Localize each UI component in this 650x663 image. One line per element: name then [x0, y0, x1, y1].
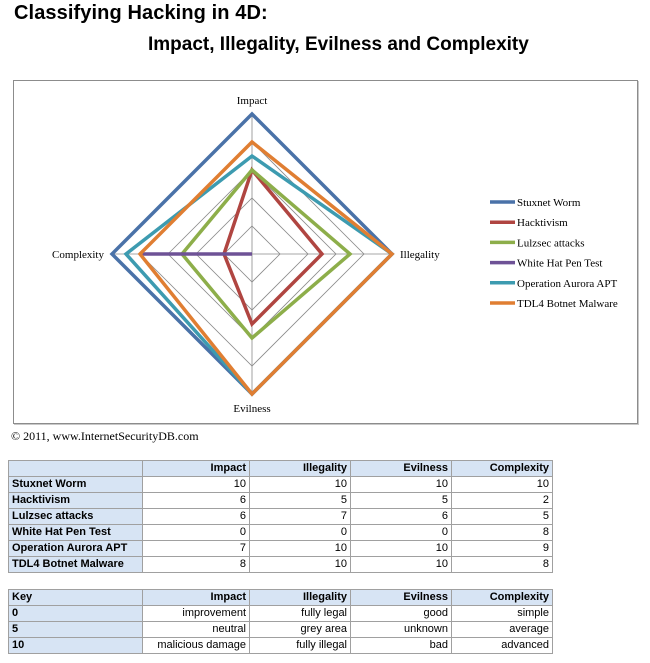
- key-table-header-illegality: Illegality: [250, 590, 351, 606]
- scores-table-cell: 10: [250, 477, 351, 493]
- key-table-header-impact: Impact: [143, 590, 250, 606]
- scores-table-cell: 8: [452, 525, 553, 541]
- scores-table-cell: 8: [452, 557, 553, 573]
- scores-table-row-label: Hacktivism: [9, 493, 143, 509]
- scores-table-header-complexity: Complexity: [452, 461, 553, 477]
- scores-table-cell: 2: [452, 493, 553, 509]
- scores-table-cell: 10: [351, 557, 452, 573]
- scores-table-row: [9, 525, 553, 541]
- scores-table-row-label: TDL4 Botnet Malware: [9, 557, 143, 573]
- scores-table-header-evilness: Evilness: [351, 461, 452, 477]
- key-table-cell: unknown: [351, 622, 452, 638]
- key-table-cell: grey area: [250, 622, 351, 638]
- axis-label-impact: Impact: [236, 95, 268, 107]
- chart-legend: [490, 197, 618, 310]
- key-table-header-evilness: Evilness: [351, 590, 452, 606]
- scores-table-cell: 10: [351, 477, 452, 493]
- scores-table-cell: 10: [250, 541, 351, 557]
- scores-table-header-corner: [9, 461, 143, 477]
- scores-table-cell: 5: [250, 493, 351, 509]
- legend-label-lulzsec-attacks: Lulzsec attacks: [517, 237, 585, 250]
- scores-table-row: [9, 509, 553, 525]
- key-table-cell: simple: [452, 606, 553, 622]
- scores-table-cell: 7: [250, 509, 351, 525]
- scores-table-cell: 6: [351, 509, 452, 525]
- scores-table-cell: 0: [351, 525, 452, 541]
- key-table-row: [9, 622, 553, 638]
- scores-table-row: [9, 493, 553, 509]
- scores-table: [8, 460, 553, 573]
- scores-table-cell: 8: [143, 557, 250, 573]
- key-table-header-corner: Key: [9, 590, 143, 606]
- legend-label-stuxnet-worm: Stuxnet Worm: [517, 197, 581, 209]
- key-table: [8, 589, 553, 654]
- scores-table-cell: 7: [143, 541, 250, 557]
- key-table-cell: good: [351, 606, 452, 622]
- legend-label-tdl4-botnet-malware: TDL4 Botnet Malware: [517, 298, 618, 310]
- key-table-cell: advanced: [452, 638, 553, 654]
- axis-label-evilness: Evilness: [233, 403, 271, 415]
- key-table-row: [9, 638, 553, 654]
- key-table-row-label: 10: [9, 638, 143, 654]
- key-table-row-label: 0: [9, 606, 143, 622]
- scores-table-row: [9, 541, 553, 557]
- scores-table-row: [9, 477, 553, 493]
- scores-table-cell: 0: [250, 525, 351, 541]
- legend-label-operation-aurora-apt: Operation Aurora APT: [517, 277, 618, 290]
- scores-table-cell: 10: [452, 477, 553, 493]
- axis-label-complexity: Complexity: [52, 249, 104, 261]
- scores-table-cell: 10: [351, 541, 452, 557]
- page-title: Classifying Hacking in 4D:: [14, 2, 268, 24]
- key-table-header-complexity: Complexity: [452, 590, 553, 606]
- key-table-cell: neutral: [143, 622, 250, 638]
- scores-table-cell: 0: [143, 525, 250, 541]
- legend-label-white-hat-pen-test: White Hat Pen Test: [517, 257, 603, 270]
- key-table-cell: malicious damage: [143, 638, 250, 654]
- scores-table-cell: 10: [143, 477, 250, 493]
- scores-table-row-label: Stuxnet Worm: [9, 477, 143, 493]
- key-table-row: [9, 606, 553, 622]
- scores-table-row-label: Lulzsec attacks: [9, 509, 143, 525]
- legend-label-hacktivism: Hacktivism: [517, 217, 568, 230]
- scores-table-header-illegality: Illegality: [250, 461, 351, 477]
- scores-table-row: [9, 557, 553, 573]
- radar-chart: [14, 81, 637, 423]
- scores-table-cell: 6: [143, 493, 250, 509]
- scores-table-row-label: White Hat Pen Test: [9, 525, 143, 541]
- key-table-cell: fully legal: [250, 606, 351, 622]
- key-table-cell: average: [452, 622, 553, 638]
- copyright-text: © 2011, www.InternetSecurityDB.com: [11, 429, 199, 443]
- scores-table-cell: 10: [250, 557, 351, 573]
- scores-table-cell: 9: [452, 541, 553, 557]
- axis-label-illegality: Illegality: [400, 249, 440, 261]
- scores-table-header: [9, 461, 553, 477]
- key-table-cell: fully illegal: [250, 638, 351, 654]
- scores-table-cell: 6: [143, 509, 250, 525]
- key-table-cell: bad: [351, 638, 452, 654]
- key-table-row-label: 5: [9, 622, 143, 638]
- page-subtitle: Impact, Illegality, Evilness and Complexity: [148, 34, 529, 55]
- scores-table-cell: 5: [452, 509, 553, 525]
- scores-table-header-impact: Impact: [143, 461, 250, 477]
- scores-table-cell: 5: [351, 493, 452, 509]
- radar-chart-frame: [13, 80, 638, 424]
- key-table-header: [9, 590, 553, 606]
- scores-table-row-label: Operation Aurora APT: [9, 541, 143, 557]
- key-table-cell: improvement: [143, 606, 250, 622]
